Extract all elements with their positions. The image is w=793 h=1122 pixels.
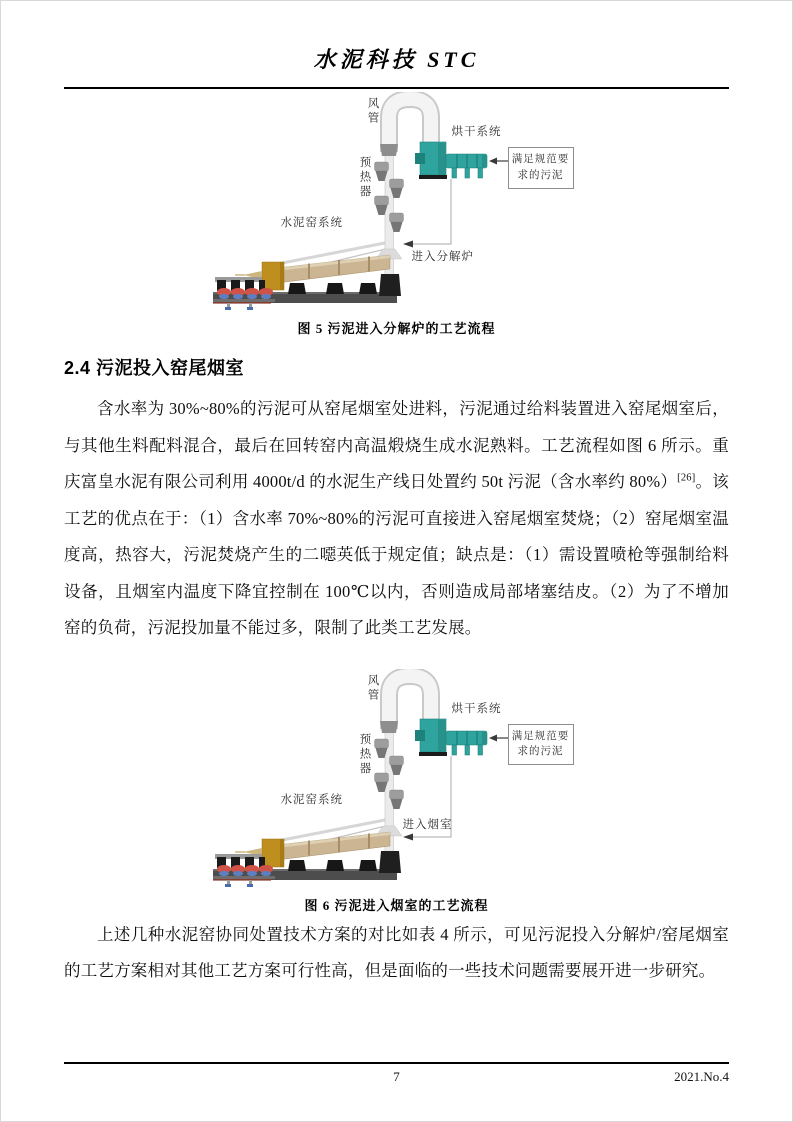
figure-5-caption: 图 5 污泥进入分解炉的工艺流程	[297, 321, 496, 336]
cement-kiln-system-label: 水泥窑系统	[280, 793, 343, 806]
page-number: 7	[393, 1069, 400, 1084]
preheater-tower	[374, 721, 403, 873]
entry-calciner-label: 进入分解炉	[411, 251, 474, 263]
qualified-sludge-box: 满足规范要求的污泥	[508, 147, 574, 189]
page-content	[1, 43, 792, 990]
kiln-process-illustration	[205, 92, 615, 316]
citation-26: [26]	[677, 472, 696, 484]
paragraph-2: 上述几种水泥窑协同处置技术方案的对比如表 4 所示，可见污泥投入分解炉/窑尾烟室的工艺方案相对其他工艺方案可行性高，但是面临的一些技术问题需要展开进一步研究。	[64, 924, 729, 980]
preheater-label: 预热器	[358, 732, 371, 776]
preheater-tower	[374, 144, 403, 296]
figure-6-canvas	[205, 669, 615, 893]
figure-6	[64, 669, 729, 914]
figure-6-caption: 图 6 污泥进入烟室的工艺流程	[304, 897, 489, 913]
drying-system-label: 烘干系统	[451, 702, 502, 715]
paragraph-1-text-b: 。该工艺的优点在于：（1）含水率 70%~80%的污泥可直接进入窑尾烟室焚烧；（2）窑尾烟室温度高，热容大，污泥焚烧产生的二噁英低于规定值；缺点是：（1）需设置喷枪等强制给料设备，且烟室内温度下降宜控制在 100℃以内，否则造成局部堵塞结皮。（2）为了不增加窑的负荷，污泥投加量不能过多，限制了此类工艺发展。	[64, 472, 729, 637]
figure-5-canvas	[205, 92, 615, 316]
issue-label: 2021.No.4	[674, 1069, 729, 1084]
drying-system-label: 烘干系统	[451, 126, 502, 138]
entry-flow-line	[403, 179, 451, 248]
paragraph-1-text-a: 含水率为 30%~80%的污泥可从窑尾烟室处进料，污泥通过给料装置进入窑尾烟室后，与其他生料配料混合，最后在回转窑内高温煅烧生成水泥熟料。工艺流程如图 6 所示。重庆富皇水泥有限公司利用 4000t/d 的水泥生产线日处置约 50t 污泥（含水率约 80%）	[64, 399, 729, 491]
section-heading: 2.4 污泥投入窑尾烟室	[64, 358, 245, 378]
figure-5	[64, 92, 729, 337]
sludge-feed-arrow	[489, 158, 508, 165]
preheater-label: 预热器	[358, 156, 371, 200]
cement-kiln-system-label: 水泥窑系统	[280, 217, 343, 229]
kiln-process-illustration	[205, 669, 615, 893]
entry-smoke-chamber-label: 进入烟室	[402, 818, 453, 831]
header-rule	[64, 87, 729, 89]
sludge-dryer	[415, 142, 487, 179]
paragraph-1	[64, 391, 729, 647]
page-footer	[64, 1062, 729, 1085]
qualified-sludge-box: 满足规范要求的污泥	[508, 724, 574, 766]
sludge-dryer	[415, 719, 487, 756]
air-duct-label: 风管	[366, 97, 379, 126]
sludge-feed-arrow	[489, 734, 508, 741]
air-duct-label: 风管	[366, 673, 379, 703]
journal-title: 水泥科技 STC	[313, 47, 480, 72]
